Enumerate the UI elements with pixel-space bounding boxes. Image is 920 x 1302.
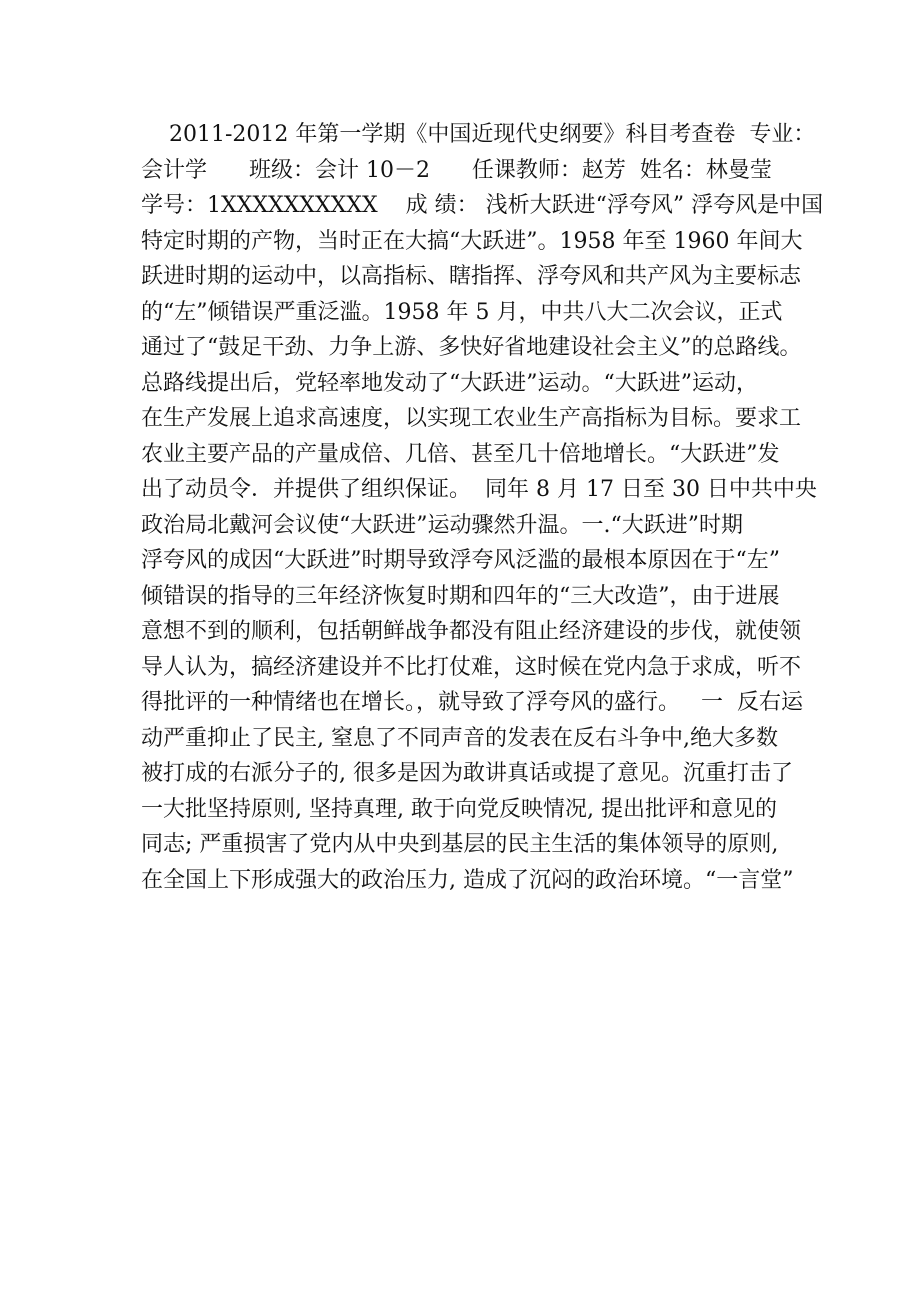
text-line: 在全国上下形成强大的政治压力, 造成了沉闷的政治环境。“一言堂” — [141, 867, 794, 893]
text-line: 的“左”倾错误严重泛滥。1958 年 5 月，中共八大二次会议，正式 — [141, 299, 783, 325]
text-line: 一大批坚持原则, 坚持真理, 敢于向党反映情况, 提出批评和意见的 — [141, 796, 777, 822]
document-body — [141, 117, 824, 898]
text-line: 意想不到的顺利，包括朝鲜战争都没有阻止经济建设的步伐，就使领 — [141, 619, 802, 644]
text-line: 2011-2012 年第一学期《中国近现代史纲要》科目考查卷 专业： — [141, 122, 816, 147]
text-line: 被打成的右派分子的, 很多是因为敢讲真话或提了意见。沉重打击了 — [141, 761, 793, 786]
text-line: 总路线提出后，党轻率地发动了“大跃进”运动。“大跃进”运动， — [141, 370, 758, 396]
text-line: 会计学 班级：会计 10－2 任课教师：赵芳 姓名：林曼莹 — [141, 157, 772, 183]
text-line: 倾错误的指导的三年经济恢复时期和四年的“三大改造”，由于进展 — [141, 583, 780, 609]
text-line: 特定时期的产物，当时正在大搞“大跃进”。1958 年至 1960 年间大 — [141, 228, 803, 254]
text-line: 得批评的一种情绪也在增长。，就导致了浮夸风的盛行。 一 反右运 — [141, 690, 803, 715]
text-line: 在生产发展上追求高速度，以实现工农业生产高指标为目标。要求工 — [141, 406, 802, 431]
text-line: 出了动员令．并提供了组织保证。 同年 8 月 17 日至 30 日中共中央 — [141, 477, 817, 502]
text-line: 跃进时期的运动中，以高指标、瞎指挥、浮夸风和共产风为主要标志 — [141, 264, 802, 289]
text-line: 农业主要产品的产量成倍、几倍、甚至几十倍地增长。“大跃进”发 — [141, 441, 780, 467]
text-line: 学号：1XXXXXXXXXX 成 绩： 浅析大跃进“浮夸风” 浮夸风是中国 — [141, 193, 824, 218]
text-line: 导人认为，搞经济建设并不比打仗难，这时候在党内急于求成，听不 — [141, 654, 802, 680]
text-line: 政治局北戴河会议使“大跃进”运动骤然升温。一.“大跃进”时期 — [141, 512, 743, 538]
text-line: 动严重抑止了民主, 窒息了不同声音的发表在反右斗争中,绝大多数 — [141, 725, 778, 751]
text-line: 通过了“鼓足干劲、力争上游、多快好省地建设社会主义”的总路线。 — [141, 335, 802, 360]
text-line: 同志; 严重损害了党内从中央到基层的民主生活的集体领导的原则, — [141, 832, 779, 857]
text-line: 浮夸风的成因“大跃进”时期导致浮夸风泛滥的最根本原因在于“左” — [141, 548, 780, 573]
